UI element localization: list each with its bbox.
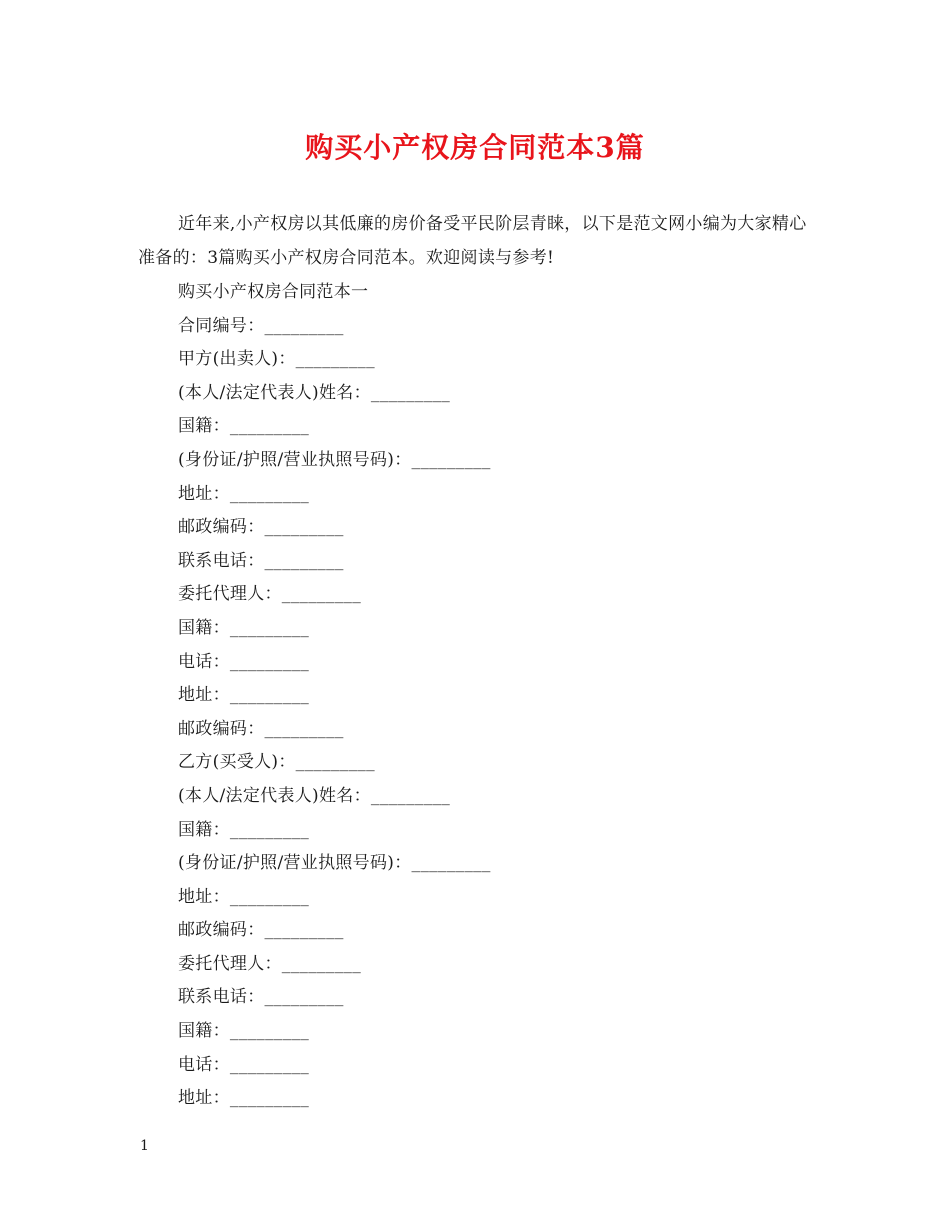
section-heading: 购买小产权房合同范本一 <box>178 282 369 302</box>
party-a-id-field: (身份证/护照/营业执照号码)：_________ <box>178 449 491 470</box>
party-a-nationality-field: 国籍：_________ <box>178 416 310 437</box>
party-a-postcode-field: 邮政编码：_________ <box>178 517 344 538</box>
party-a-agent-phone-field: 电话：_________ <box>178 651 310 672</box>
party-a-name-field: (本人/法定代表人)姓名：_________ <box>178 382 451 403</box>
party-b-agent-field: 委托代理人：_________ <box>178 953 361 974</box>
page-number: 1 <box>140 1138 149 1154</box>
party-a-agent-postcode-field: 邮政编码：_________ <box>178 718 344 739</box>
party-b-agent-address-field: 地址：_________ <box>178 1088 310 1109</box>
party-a-agent-field: 委托代理人：_________ <box>178 584 361 605</box>
party-a-agent-address-field: 地址：_________ <box>178 685 310 706</box>
document-title: 购买小产权房合同范本3篇 <box>305 131 645 164</box>
contract-number-field: 合同编号：_________ <box>178 315 344 336</box>
party-b-id-field: (身份证/护照/营业执照号码)：_________ <box>178 853 491 874</box>
party-a-address-field: 地址：_________ <box>178 483 310 504</box>
party-a-field: 甲方(出卖人)：_________ <box>178 349 375 370</box>
party-b-address-field: 地址：_________ <box>178 886 310 907</box>
party-b-name-field: (本人/法定代表人)姓名：_________ <box>178 785 451 806</box>
party-b-field: 乙方(买受人)：_________ <box>178 752 375 773</box>
party-b-postcode-field: 邮政编码：_________ <box>178 920 344 941</box>
party-a-agent-nationality-field: 国籍：_________ <box>178 617 310 638</box>
contract-field-list <box>178 276 778 1116</box>
intro-paragraph: 近年来,小产权房以其低廉的房价备受平民阶层青睐，以下是范文网小编为大家精心准备的：3篇购买小产权房合同范本。欢迎阅读与参考! <box>138 214 807 268</box>
party-b-nationality-field: 国籍：_________ <box>178 819 310 840</box>
party-b-phone-field: 联系电话：_________ <box>178 987 344 1008</box>
party-a-phone-field: 联系电话：_________ <box>178 550 344 571</box>
party-b-agent-phone-field: 电话：_________ <box>178 1054 310 1075</box>
party-b-agent-nationality-field: 国籍：_________ <box>178 1021 310 1042</box>
